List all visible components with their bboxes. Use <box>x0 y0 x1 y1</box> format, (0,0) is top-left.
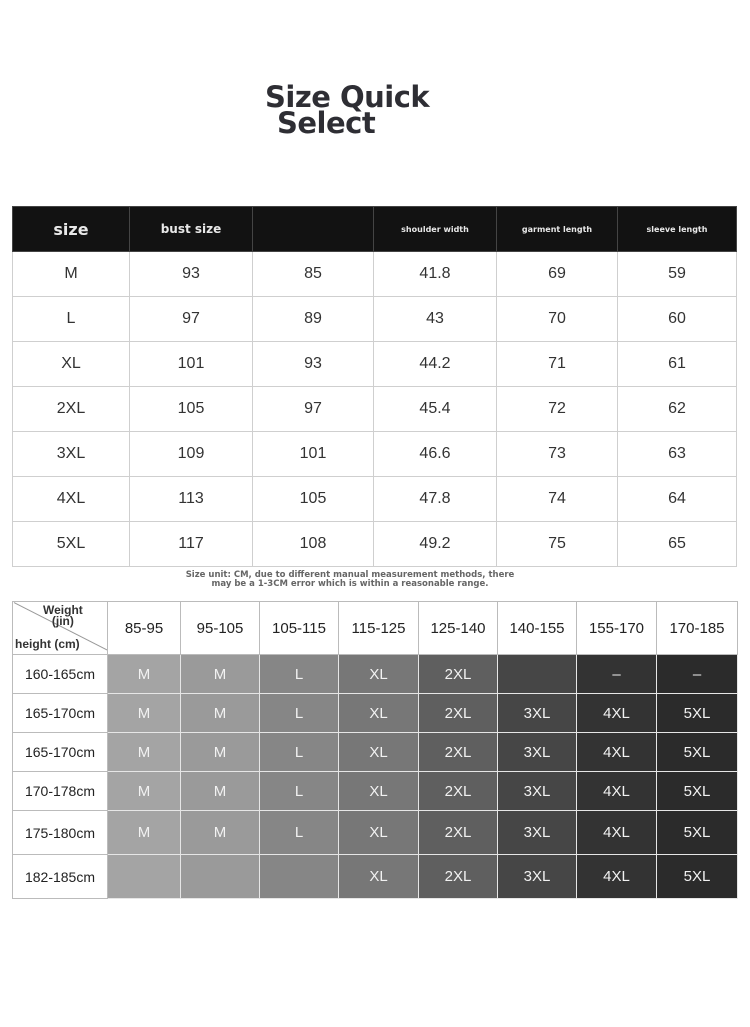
header-bust-size: bust size <box>130 207 253 252</box>
measurement-cell: 70 <box>497 297 618 342</box>
size-label-cell: 3XL <box>13 432 130 477</box>
measurement-cell: 61 <box>618 342 737 387</box>
title-line-1: Size Quick <box>265 80 430 114</box>
recommended-size-cell: 4XL <box>577 772 657 811</box>
recommended-size-cell: 3XL <box>498 855 577 899</box>
corner-weight-label <box>43 605 83 627</box>
weight-label: Weight <box>43 603 83 617</box>
recommended-size-cell: 5XL <box>657 811 738 855</box>
recommended-size-cell: – <box>657 655 738 694</box>
weight-range-header: 125-140 <box>419 602 498 655</box>
recommended-size-cell: 5XL <box>657 772 738 811</box>
measurement-cell: 108 <box>253 522 374 567</box>
measurement-cell: 105 <box>253 477 374 522</box>
weight-range-header: 170-185 <box>657 602 738 655</box>
note-line-1: Size unit: CM, due to different manual measurement methods, there <box>185 570 515 580</box>
recommended-size-cell: M <box>108 694 181 733</box>
recommended-size-cell: M <box>181 655 260 694</box>
measurement-cell: 63 <box>618 432 737 477</box>
size-row <box>13 387 737 432</box>
height-range-label: 165-170cm <box>13 733 108 772</box>
recommended-size-cell: 3XL <box>498 733 577 772</box>
measurement-cell: 101 <box>130 342 253 387</box>
measurement-cell: 85 <box>253 252 374 297</box>
measurement-cell: 47.8 <box>374 477 497 522</box>
header-blurred <box>253 207 374 252</box>
weight-range-header: 105-115 <box>260 602 339 655</box>
quick-select-header-row <box>13 602 738 655</box>
measurement-cell: 41.8 <box>374 252 497 297</box>
weight-range-header: 155-170 <box>577 602 657 655</box>
recommended-size-cell: L <box>260 733 339 772</box>
recommended-size-cell: XL <box>339 733 419 772</box>
recommended-size-cell: M <box>181 733 260 772</box>
measurement-cell: 109 <box>130 432 253 477</box>
measurement-cell: 65 <box>618 522 737 567</box>
measurement-cell: 60 <box>618 297 737 342</box>
weight-range-header: 115-125 <box>339 602 419 655</box>
recommended-size-cell: 2XL <box>419 733 498 772</box>
height-range-label: 175-180cm <box>13 811 108 855</box>
measurement-cell: 75 <box>497 522 618 567</box>
recommended-size-cell: L <box>260 772 339 811</box>
recommended-size-cell: XL <box>339 694 419 733</box>
recommended-size-cell: XL <box>339 855 419 899</box>
measurement-cell: 117 <box>130 522 253 567</box>
recommended-size-cell: L <box>260 811 339 855</box>
height-range-label: 170-178cm <box>13 772 108 811</box>
recommended-size-cell: M <box>108 655 181 694</box>
size-label-cell: 2XL <box>13 387 130 432</box>
measurement-cell: 74 <box>497 477 618 522</box>
size-label-cell: L <box>13 297 130 342</box>
quick-select-table <box>12 601 738 899</box>
size-row <box>13 297 737 342</box>
size-row <box>13 522 737 567</box>
weight-unit-label: (jin) <box>51 614 74 628</box>
size-label-cell: 5XL <box>13 522 130 567</box>
measurement-cell: 97 <box>130 297 253 342</box>
measurement-cell: 43 <box>374 297 497 342</box>
size-chart-header-row <box>13 207 737 252</box>
recommended-size-cell: XL <box>339 772 419 811</box>
recommended-size-cell: 4XL <box>577 694 657 733</box>
measurement-cell: 62 <box>618 387 737 432</box>
size-row <box>13 432 737 477</box>
measurement-cell: 89 <box>253 297 374 342</box>
note-line-2: may be a 1-3CM error which is within a reasonable range. <box>211 579 489 589</box>
recommended-size-cell: 5XL <box>657 855 738 899</box>
recommended-size-cell: 4XL <box>577 811 657 855</box>
recommended-size-cell: M <box>181 694 260 733</box>
recommended-size-cell: 4XL <box>577 733 657 772</box>
recommended-size-cell <box>108 855 181 899</box>
measurement-cell: 101 <box>253 432 374 477</box>
size-row <box>13 252 737 297</box>
recommended-size-cell: – <box>577 655 657 694</box>
measurement-cell: 71 <box>497 342 618 387</box>
recommended-size-cell: 3XL <box>498 694 577 733</box>
recommended-size-cell: 3XL <box>498 811 577 855</box>
measurement-cell: 49.2 <box>374 522 497 567</box>
size-label-cell: M <box>13 252 130 297</box>
recommended-size-cell: 2XL <box>419 811 498 855</box>
height-range-label: 182-185cm <box>13 855 108 899</box>
recommended-size-cell: L <box>260 694 339 733</box>
weight-range-header: 85-95 <box>108 602 181 655</box>
measurement-cell: 64 <box>618 477 737 522</box>
recommended-size-cell: 2XL <box>419 855 498 899</box>
recommended-size-cell <box>260 855 339 899</box>
size-row <box>13 342 737 387</box>
measurement-cell: 45.4 <box>374 387 497 432</box>
recommended-size-cell: XL <box>339 811 419 855</box>
recommended-size-cell: L <box>260 655 339 694</box>
header-size: size <box>13 207 130 252</box>
size-chart-table <box>12 206 737 567</box>
recommended-size-cell: XL <box>339 655 419 694</box>
height-range-label: 165-170cm <box>13 694 108 733</box>
recommended-size-cell: M <box>181 772 260 811</box>
measurement-cell: 46.6 <box>374 432 497 477</box>
header-garment-length: garment length <box>497 207 618 252</box>
page-title <box>265 80 505 140</box>
measurement-cell: 73 <box>497 432 618 477</box>
recommended-size-cell: 4XL <box>577 855 657 899</box>
height-range-label: 160-165cm <box>13 655 108 694</box>
recommended-size-cell: 3XL <box>498 772 577 811</box>
size-row <box>13 477 737 522</box>
recommended-size-cell: 2XL <box>419 772 498 811</box>
size-label-cell: 4XL <box>13 477 130 522</box>
weight-range-header: 140-155 <box>498 602 577 655</box>
recommended-size-cell: M <box>108 733 181 772</box>
recommended-size-cell: M <box>108 811 181 855</box>
recommended-size-cell <box>498 655 577 694</box>
weight-range-header: 95-105 <box>181 602 260 655</box>
size-label-cell: XL <box>13 342 130 387</box>
measurement-cell: 97 <box>253 387 374 432</box>
measurement-cell: 69 <box>497 252 618 297</box>
height-row <box>13 811 738 855</box>
measurement-cell: 59 <box>618 252 737 297</box>
height-row <box>13 855 738 899</box>
recommended-size-cell: M <box>181 811 260 855</box>
measurement-cell: 93 <box>130 252 253 297</box>
measurement-cell: 72 <box>497 387 618 432</box>
title-line-2: Select <box>277 106 376 140</box>
recommended-size-cell: 5XL <box>657 733 738 772</box>
measurement-cell: 93 <box>253 342 374 387</box>
height-row <box>13 655 738 694</box>
height-row <box>13 694 738 733</box>
recommended-size-cell: 2XL <box>419 694 498 733</box>
header-sleeve-length: sleeve length <box>618 207 737 252</box>
measurement-note <box>140 571 560 589</box>
measurement-cell: 105 <box>130 387 253 432</box>
recommended-size-cell: 2XL <box>419 655 498 694</box>
recommended-size-cell <box>181 855 260 899</box>
height-row <box>13 733 738 772</box>
header-shoulder-width: shoulder width <box>374 207 497 252</box>
recommended-size-cell: 5XL <box>657 694 738 733</box>
measurement-cell: 44.2 <box>374 342 497 387</box>
corner-height-label: height (cm) <box>15 637 80 651</box>
corner-cell <box>13 602 108 655</box>
height-row <box>13 772 738 811</box>
recommended-size-cell: M <box>108 772 181 811</box>
measurement-cell: 113 <box>130 477 253 522</box>
